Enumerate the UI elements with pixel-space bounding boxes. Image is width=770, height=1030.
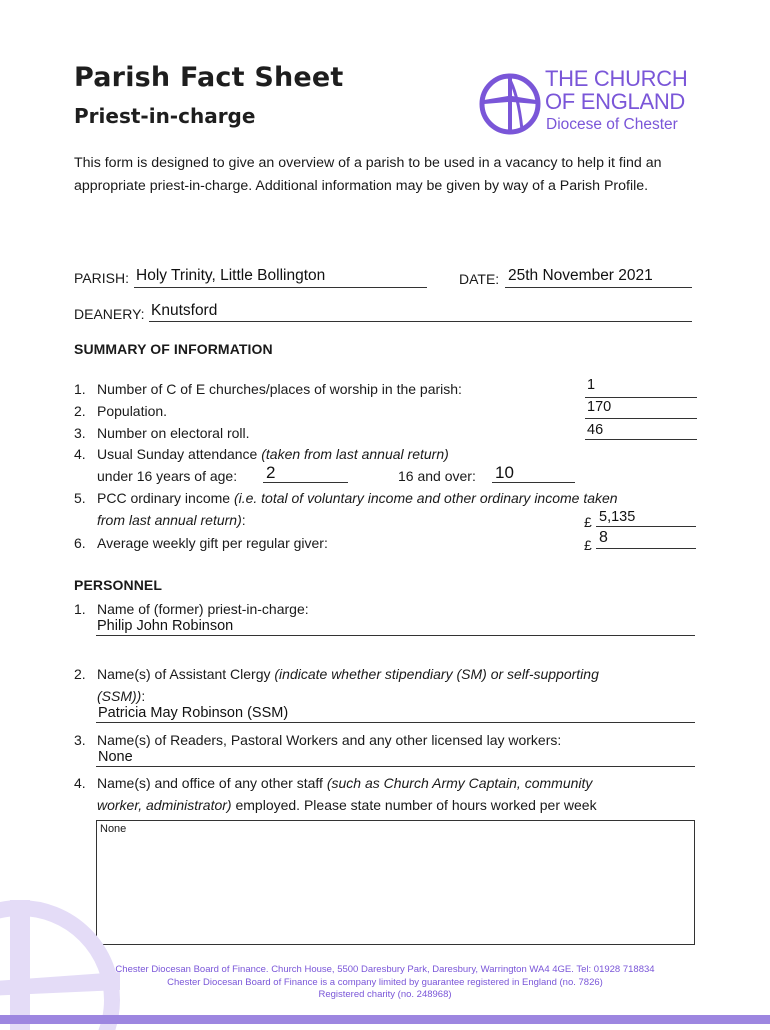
logo-line2: OF ENGLAND <box>545 89 686 114</box>
answer-line <box>96 766 695 767</box>
date-line <box>505 287 692 288</box>
page-subtitle: Priest-in-charge <box>74 104 256 128</box>
item-number: 1. <box>74 601 86 617</box>
other-staff-label <box>97 773 592 793</box>
footer-bar <box>0 1015 770 1024</box>
electoral-field[interactable]: 46 <box>587 422 604 438</box>
answer-line <box>585 439 697 440</box>
former-priest-field[interactable]: Philip John Robinson <box>97 618 234 634</box>
q-attendance-label <box>97 444 449 464</box>
q-electoral-label: Number on electoral roll. <box>97 425 250 441</box>
footer-address: Chester Diocesan Board of Finance. Church House, 5500 Daresbury Park, Daresbury, Warrington WA4 4GE. Tel: 01928 718834 <box>115 964 655 975</box>
other-staff-text-2: employed. Please state number of hours worked per week <box>231 797 597 813</box>
currency-symbol: £ <box>584 514 592 530</box>
item-number: 4. <box>74 446 86 462</box>
q-churches-label: Number of C of E churches/places of worship in the parish: <box>97 381 462 397</box>
answer-line <box>596 526 696 527</box>
answer-line <box>96 635 695 636</box>
assistant-clergy-label-2 <box>97 686 145 706</box>
income-text: PCC ordinary income <box>97 490 234 506</box>
other-staff-text: Name(s) and office of any other staff <box>97 775 327 791</box>
colon: : <box>241 512 246 528</box>
item-number: 5. <box>74 490 86 506</box>
q-giving-label: Average weekly gift per regular giver: <box>97 535 328 551</box>
answer-line <box>585 397 697 398</box>
assistant-clergy-note-2: (SSM)) <box>97 688 142 704</box>
other-staff-textarea[interactable] <box>96 820 695 945</box>
former-priest-label: Name of (former) priest-in-charge: <box>97 601 309 617</box>
under16-label: under 16 years of age: <box>97 468 238 484</box>
item-number: 2. <box>74 666 86 682</box>
q-income-label-2 <box>97 510 246 530</box>
other-staff-note-2: worker, administrator) <box>97 797 232 813</box>
answer-line <box>596 548 696 549</box>
deanery-line <box>149 321 692 322</box>
other-staff-label-2 <box>97 795 597 815</box>
q-population-label: Population. <box>97 403 168 419</box>
item-number: 1. <box>74 381 86 397</box>
item-number: 3. <box>74 732 86 748</box>
logo-line1: THE CHURCH <box>545 66 688 91</box>
summary-heading: SUMMARY OF INFORMATION <box>74 341 273 357</box>
item-number: 2. <box>74 403 86 419</box>
parish-label: PARISH: <box>74 270 129 286</box>
income-note-2: from last annual return) <box>97 512 242 528</box>
giving-field[interactable]: 8 <box>599 529 608 546</box>
population-field[interactable]: 170 <box>587 399 612 415</box>
answer-line <box>96 722 695 723</box>
parish-line <box>134 287 427 288</box>
footer-charity: Registered charity (no. 248968) <box>318 989 452 1000</box>
page-title: Parish Fact Sheet <box>74 62 344 93</box>
answer-line <box>585 418 697 419</box>
date-field[interactable]: 25th November 2021 <box>508 267 653 284</box>
attendance-text: Usual Sunday attendance <box>97 446 262 462</box>
item-number: 3. <box>74 425 86 441</box>
date-label: DATE: <box>459 271 500 287</box>
watermark-cross-icon <box>0 880 130 1030</box>
personnel-heading: PERSONNEL <box>74 577 163 593</box>
logo-diocese: Diocese of Chester <box>546 116 678 133</box>
over16-field[interactable]: 10 <box>495 463 514 482</box>
currency-symbol: £ <box>584 537 592 553</box>
deanery-field[interactable]: Knutsford <box>151 302 218 319</box>
assistant-clergy-text: Name(s) of Assistant Clergy <box>97 666 275 682</box>
other-staff-value: None <box>100 823 127 835</box>
income-field[interactable]: 5,135 <box>599 509 636 525</box>
assistant-clergy-field[interactable]: Patricia May Robinson (SSM) <box>98 705 289 721</box>
deanery-label: DEANERY: <box>74 306 145 322</box>
other-staff-note: (such as Church Army Captain, community <box>326 775 593 791</box>
assistant-clergy-label <box>97 664 599 684</box>
colon: : <box>141 688 146 704</box>
q-income-label <box>97 488 618 508</box>
under16-field[interactable]: 2 <box>266 463 276 482</box>
cross-logo-icon <box>478 70 544 142</box>
income-note: (i.e. total of voluntary income and other ordinary income taken <box>233 490 618 506</box>
answer-line <box>263 482 348 483</box>
readers-label: Name(s) of Readers, Pastoral Workers and any other licensed lay workers: <box>97 732 562 748</box>
item-number: 4. <box>74 775 86 791</box>
churches-field[interactable]: 1 <box>587 377 596 393</box>
assistant-clergy-note: (indicate whether stipendiary (SM) or self-supporting <box>274 666 599 682</box>
item-number: 6. <box>74 535 86 551</box>
parish-field[interactable]: Holy Trinity, Little Bollington <box>136 267 326 284</box>
attendance-note: (taken from last annual return) <box>261 446 449 462</box>
readers-field[interactable]: None <box>98 749 133 765</box>
footer-company: Chester Diocesan Board of Finance is a company limited by guarantee registered in England (no. 7826) <box>167 977 603 988</box>
over16-label: 16 and over: <box>398 468 476 484</box>
intro-text: This form is designed to give an overview of a parish to be used in a vacancy to help it find an appropriate priest-in-charge. Additional information may be given by way of a Parish Profile. <box>74 155 662 194</box>
